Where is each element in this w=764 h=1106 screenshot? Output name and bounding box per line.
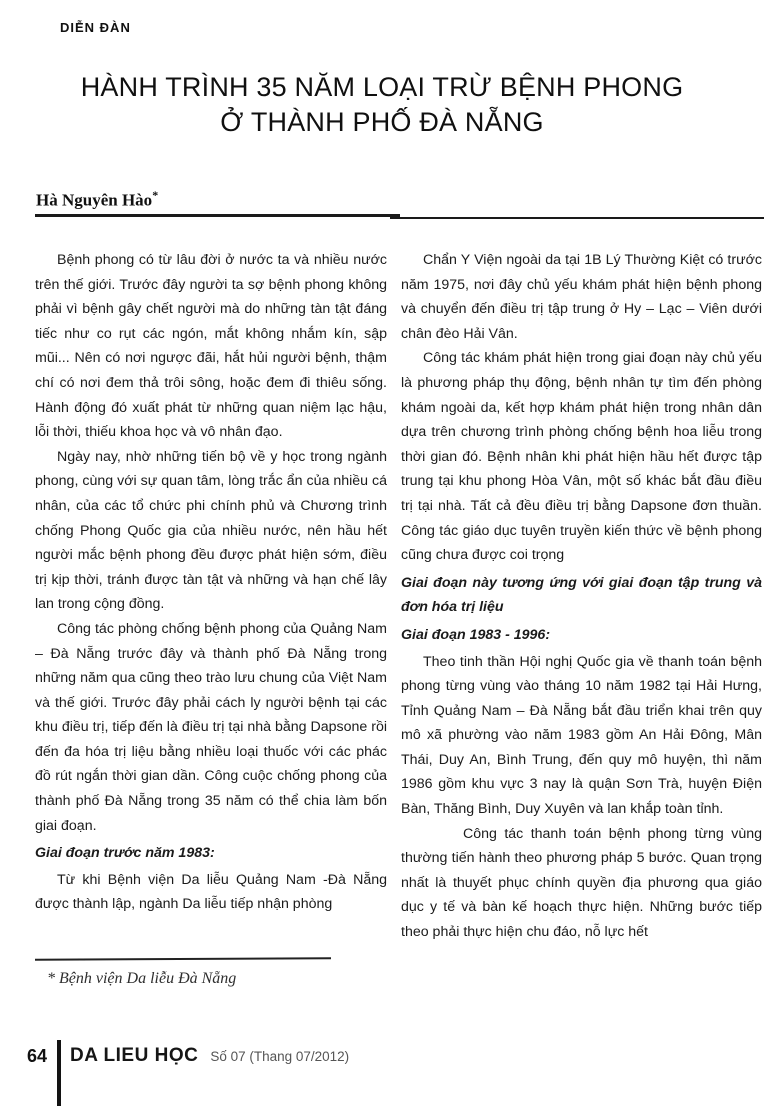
right-column bbox=[401, 248, 762, 964]
author-rule bbox=[35, 214, 400, 217]
section-heading: Giai đoạn trước năm 1983: bbox=[35, 845, 215, 862]
footnote-text: * Bệnh viện Da liễu Đà Nẵng bbox=[47, 970, 237, 987]
page-footer bbox=[27, 1040, 349, 1106]
paragraph: Công tác thanh toán bệnh phong từng vùng thường tiến hành theo phương pháp 5 bước. Quan trọng nhất là thuyết phục chính quyền địa phương qua giáo dục y tế và bàn kế hoạch thực hiện. Những bước tiếp theo phải thực hiện chu đáo, nỗ lực hết bbox=[401, 825, 762, 941]
article-title-line1: HÀNH TRÌNH 35 NĂM LOẠI TRỪ BỆNH PHONG bbox=[80, 72, 684, 102]
section-label: DIỄN ĐÀN bbox=[60, 20, 131, 35]
footnote bbox=[35, 958, 375, 988]
article-title-line2: Ở THÀNH PHỐ ĐÀ NẴNG bbox=[220, 107, 544, 137]
paragraph: Từ khi Bệnh viện Da liễu Quảng Nam -Đà Nẵng được thành lập, ngành Da liễu tiếp nhận phòng bbox=[35, 871, 387, 913]
body-columns bbox=[35, 248, 762, 964]
left-column bbox=[35, 248, 387, 964]
article-title bbox=[0, 70, 764, 140]
paragraph: Công tác phòng chống bệnh phong của Quảng Nam – Đà Nẵng trước đây và thành phố Đà Nẵng trong những năm qua cũng theo trào lưu chung của Việt Nam và thế giới. Trước đây phải cách ly người bệnh tại các khu điều trị, tiếp đến là điều trị tại nhà bằng Dapsone rồi đến đa hóa trị liệu bằng nhiều loại thuốc với các phác đồ rút ngắn thời gian dần. Công cuộc chống phong của thành phố Đà Nẵng trong 35 năm có thể chia làm bốn giai đoạn. bbox=[35, 620, 387, 834]
paragraph: Công tác khám phát hiện trong giai đoạn này chủ yếu là phương pháp thụ động, bệnh nhân tự tìm đến phòng khám ngoài da, kết hợp khám phát hiện trong nhân dân dựa trên chương trình phòng chống bệnh hoa liễu trong thời gian đó. Bệnh nhân khi phát hiện hầu hết được tập trung tại khu phong Hòa Vân, một số khác bắt đầu điều trị tại nhà. Tất cả đều điều trị bằng Dapsone đơn thuần. Công tác giáo dục tuyên truyền kiến thức về bệnh phong cũng chưa được coi trọng bbox=[401, 350, 762, 564]
author-footnote-marker: * bbox=[152, 188, 159, 202]
author-name: Hà Nguyên Hào* bbox=[36, 188, 159, 210]
section-heading: Giai đoạn này tương ứng với giai đoạn tập trung và đơn hóa trị liệu bbox=[401, 574, 762, 616]
paragraph: Ngày nay, nhờ những tiến bộ về y học trong ngành phong, cùng với sự quan tâm, lòng trắc ẩn của nhiều cá nhân, của các tổ chức phi chính phủ và Chương trình chống Phong Quốc gia của nhiều nước, nên hầu hết người mắc bệnh phong đều được phát hiện sớm, điều trị kịp thời, tránh được tàn tật và những và hạn chế lây lan trong cộng đồng. bbox=[35, 448, 387, 613]
paragraph: Bệnh phong có từ lâu đời ở nước ta và nhiều nước trên thế giới. Trước đây người ta sợ bệnh phong không phải vì bệnh gây chết người mà do những tàn tật đáng tiếc như co rụt các ngón, mắt không nhắm kín, sập mũi... Nên có nơi ngược đãi, hắt hủi người bệnh, thậm chí có nơi đem thả trôi sông, hoặc đem đi thiêu sống. Hành động đó xuất phát từ những quan niệm lạc hậu, lỗi thời, thiếu khoa học và vô nhân đạo. bbox=[35, 252, 387, 441]
paragraph: Chẩn Y Viện ngoài da tại 1B Lý Thường Kiệt có trước năm 1975, nơi đây chủ yếu khám phát hiện bệnh phong và chuyển đến điều trị tập trung ở Hy – Lạc – Viên dưới chân đèo Hải Vân. bbox=[401, 252, 762, 342]
page-number: 64 bbox=[27, 1046, 48, 1066]
journal-name: DA LIEU HỌC bbox=[70, 1045, 199, 1066]
section-heading: Giai đoạn 1983 - 1996: bbox=[401, 626, 551, 643]
author-rule-segment bbox=[390, 217, 764, 219]
footnote-rule bbox=[35, 957, 331, 961]
footer-bar bbox=[57, 1040, 61, 1106]
paragraph: Theo tinh thần Hội nghị Quốc gia về thanh toán bệnh phong từng vùng vào tháng 10 năm 1982 tại Hải Hưng, Tỉnh Quảng Nam – Đà Nẵng bắt đầu triển khai trên quy mô xã phường vào năm 1983 gồm An Hải Đông, Mân Thái, Duy An, Bình Trung, đến quy mô huyện, thì năm 1986 gồm khu vực 3 nay là quận Sơn Trà, huyện Điện Bàn, Thăng Bình, Duy Xuyên và lan khắp toàn tỉnh. bbox=[401, 653, 762, 818]
issue-info: Số 07 (Thang 07/2012) bbox=[210, 1049, 350, 1064]
